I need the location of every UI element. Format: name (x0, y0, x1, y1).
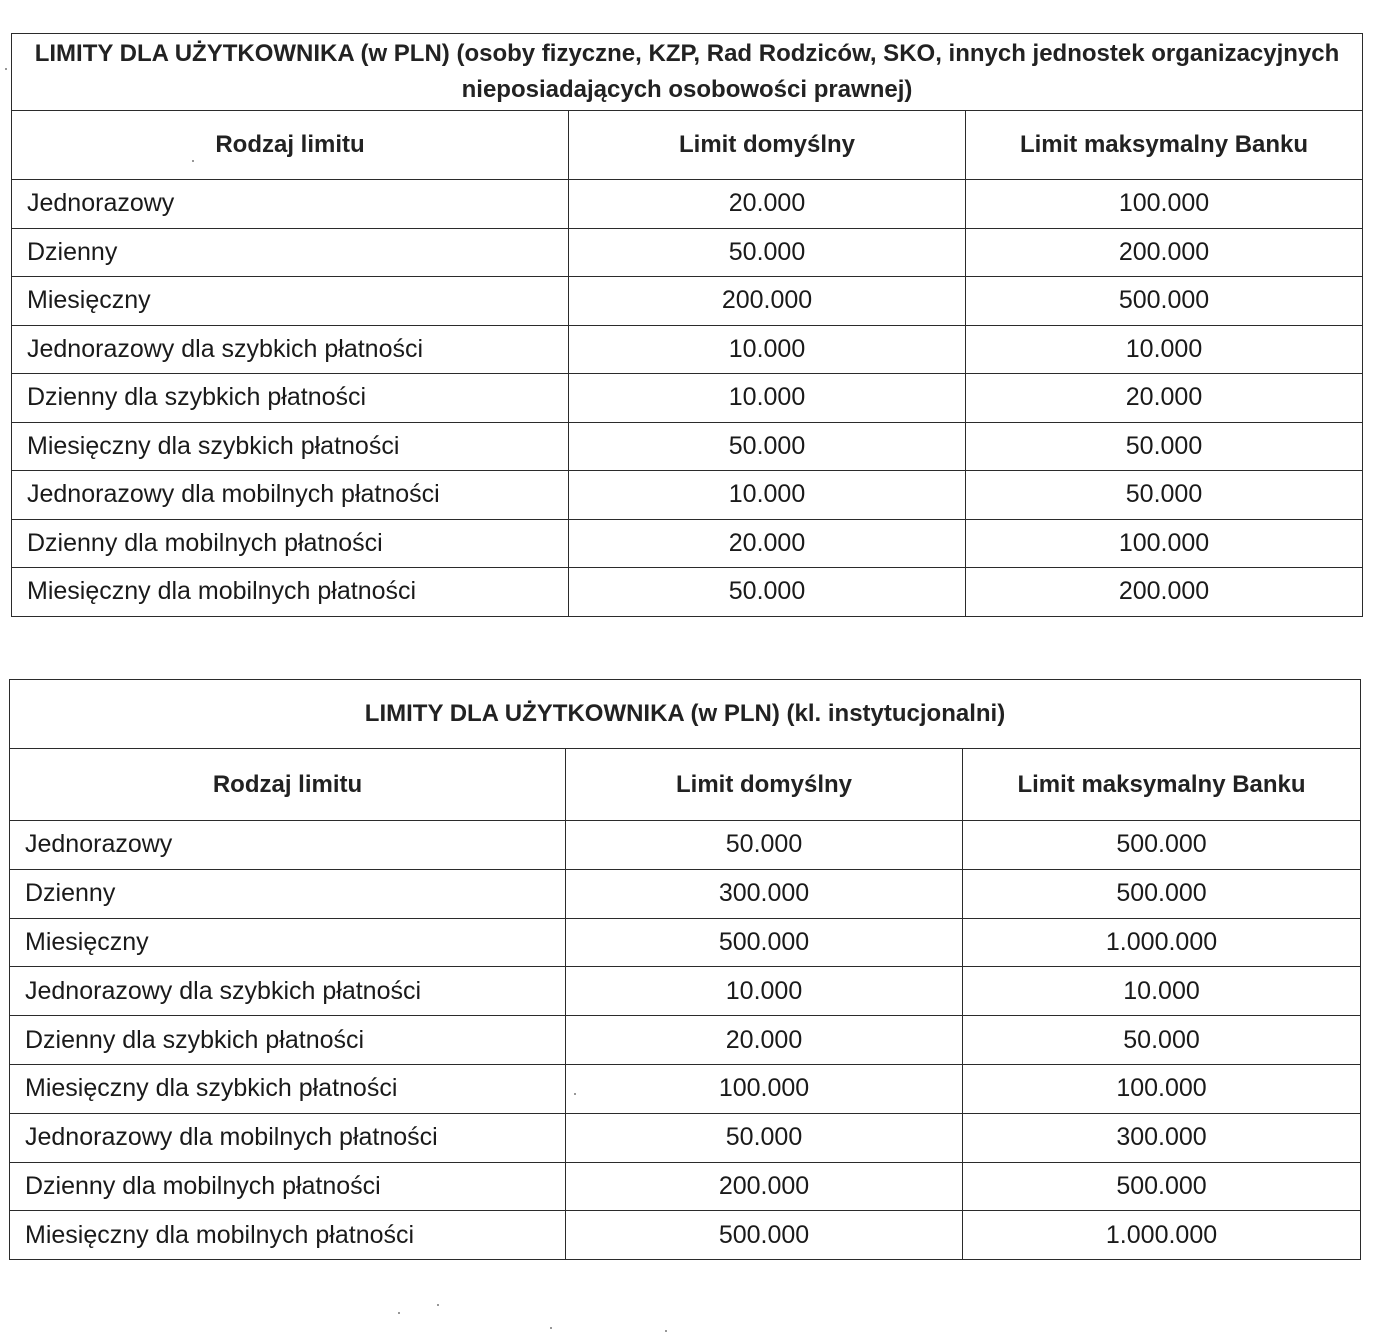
limit-type-cell: Jednorazowy (12, 180, 569, 229)
limit-type-cell: Miesięczny dla mobilnych płatności (12, 568, 569, 617)
limit-type-cell: Miesięczny dla szybkich płatności (12, 422, 569, 471)
limit-type-cell: Jednorazowy dla mobilnych płatności (10, 1113, 566, 1162)
table-row (10, 967, 1361, 1016)
default-limit-cell: 500.000 (566, 1211, 963, 1260)
default-limit-cell: 20.000 (566, 1016, 963, 1065)
limit-type-cell: Jednorazowy dla szybkich płatności (12, 325, 569, 374)
column-header-max-limit: Limit maksymalny Banku (966, 111, 1363, 180)
table-row (10, 918, 1361, 967)
scan-speck (398, 1312, 400, 1314)
column-header-default-limit: Limit domyślny (566, 749, 963, 821)
limit-type-cell: Dzienny dla szybkich płatności (10, 1016, 566, 1065)
table-title: LIMITY DLA UŻYTKOWNIKA (w PLN) (kl. instytucjonalni) (10, 680, 1361, 749)
max-limit-cell: 500.000 (963, 1162, 1361, 1211)
limit-type-cell: Miesięczny dla mobilnych płatności (10, 1211, 566, 1260)
table-row (10, 1211, 1361, 1260)
max-limit-cell: 200.000 (966, 568, 1363, 617)
table-row (12, 471, 1363, 520)
limits-table-institutional (9, 679, 1361, 1260)
default-limit-cell: 50.000 (569, 228, 966, 277)
scan-speck (5, 68, 7, 70)
default-limit-cell: 50.000 (569, 568, 966, 617)
scan-speck (192, 160, 194, 162)
table-row (12, 374, 1363, 423)
table-title-row (12, 34, 1363, 111)
max-limit-cell: 200.000 (966, 228, 1363, 277)
limit-type-cell: Dzienny dla szybkich płatności (12, 374, 569, 423)
default-limit-cell: 200.000 (566, 1162, 963, 1211)
column-header-max-limit: Limit maksymalny Banku (963, 749, 1361, 821)
limits-table-individuals (11, 33, 1363, 617)
limit-type-cell: Jednorazowy dla mobilnych płatności (12, 471, 569, 520)
default-limit-cell: 50.000 (566, 821, 963, 870)
max-limit-cell: 50.000 (966, 422, 1363, 471)
table-row (10, 1064, 1361, 1113)
default-limit-cell: 10.000 (569, 374, 966, 423)
max-limit-cell: 10.000 (963, 967, 1361, 1016)
table-row (10, 1162, 1361, 1211)
limit-type-cell: Dzienny (10, 869, 566, 918)
max-limit-cell: 100.000 (963, 1064, 1361, 1113)
max-limit-cell: 100.000 (966, 180, 1363, 229)
table-row (12, 519, 1363, 568)
max-limit-cell: 20.000 (966, 374, 1363, 423)
table-row (12, 325, 1363, 374)
table-row (10, 821, 1361, 870)
default-limit-cell: 50.000 (569, 422, 966, 471)
column-header-limit-type: Rodzaj limitu (10, 749, 566, 821)
table-row (10, 1113, 1361, 1162)
default-limit-cell: 10.000 (566, 967, 963, 1016)
table-row (10, 1016, 1361, 1065)
max-limit-cell: 1.000.000 (963, 918, 1361, 967)
default-limit-cell: 50.000 (566, 1113, 963, 1162)
max-limit-cell: 10.000 (966, 325, 1363, 374)
limit-type-cell: Dzienny dla mobilnych płatności (12, 519, 569, 568)
scan-speck (574, 1093, 576, 1095)
max-limit-cell: 300.000 (963, 1113, 1361, 1162)
max-limit-cell: 500.000 (963, 821, 1361, 870)
max-limit-cell: 500.000 (966, 277, 1363, 326)
table-row (12, 228, 1363, 277)
default-limit-cell: 100.000 (566, 1064, 963, 1113)
max-limit-cell: 50.000 (963, 1016, 1361, 1065)
header-row (12, 111, 1363, 180)
limit-type-cell: Miesięczny dla szybkich płatności (10, 1064, 566, 1113)
column-header-limit-type: Rodzaj limitu (12, 111, 569, 180)
table-title: LIMITY DLA UŻYTKOWNIKA (w PLN) (osoby fizyczne, KZP, Rad Rodziców, SKO, innych jednostek organizacyjnych nieposiadających osobowości prawnej) (12, 34, 1363, 111)
limit-type-cell: Miesięczny (12, 277, 569, 326)
max-limit-cell: 50.000 (966, 471, 1363, 520)
table-row (12, 277, 1363, 326)
scan-speck (437, 1304, 439, 1306)
scan-speck (665, 1330, 667, 1332)
table-row (10, 869, 1361, 918)
table-row (12, 568, 1363, 617)
table-row (12, 422, 1363, 471)
limit-type-cell: Dzienny (12, 228, 569, 277)
default-limit-cell: 500.000 (566, 918, 963, 967)
scan-speck (550, 1327, 552, 1329)
column-header-default-limit: Limit domyślny (569, 111, 966, 180)
default-limit-cell: 20.000 (569, 180, 966, 229)
table-title-row (10, 680, 1361, 749)
header-row (10, 749, 1361, 821)
max-limit-cell: 500.000 (963, 869, 1361, 918)
table-row (12, 180, 1363, 229)
max-limit-cell: 1.000.000 (963, 1211, 1361, 1260)
limit-type-cell: Jednorazowy dla szybkich płatności (10, 967, 566, 1016)
default-limit-cell: 10.000 (569, 325, 966, 374)
default-limit-cell: 10.000 (569, 471, 966, 520)
default-limit-cell: 20.000 (569, 519, 966, 568)
limit-type-cell: Jednorazowy (10, 821, 566, 870)
max-limit-cell: 100.000 (966, 519, 1363, 568)
default-limit-cell: 200.000 (569, 277, 966, 326)
limit-type-cell: Miesięczny (10, 918, 566, 967)
default-limit-cell: 300.000 (566, 869, 963, 918)
limit-type-cell: Dzienny dla mobilnych płatności (10, 1162, 566, 1211)
